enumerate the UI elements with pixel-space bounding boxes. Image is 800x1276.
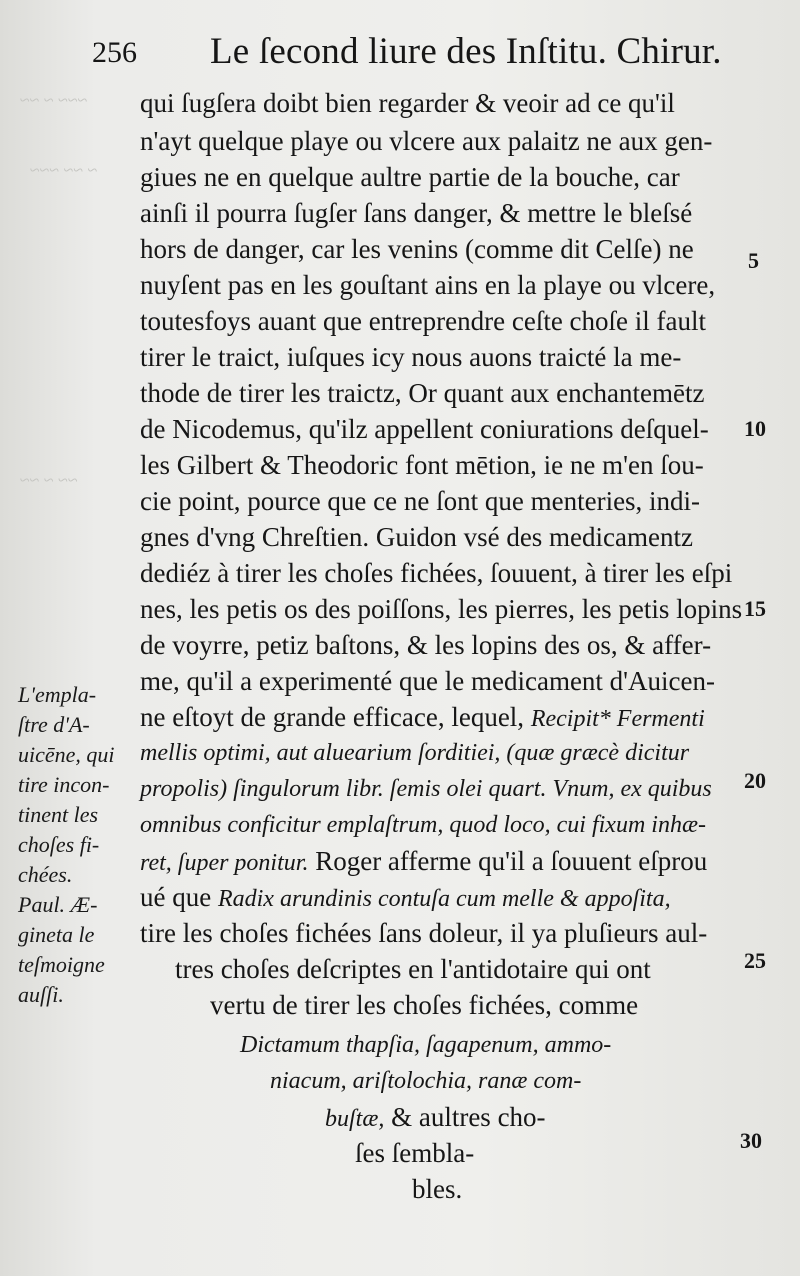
- bleed-through-smudge: ~~~ ~ ~~: [20, 90, 88, 110]
- text-line: hors de danger, car les venins (comme dit Celſe) ne: [140, 234, 694, 264]
- line-number: 15: [744, 596, 766, 621]
- text-line: n'ayt quelque playe ou vlcere aux palaitz ne aux gen-: [140, 126, 713, 156]
- text-line: nes, les petis os des poiſſons, les pierres, les petis lopins: [140, 594, 743, 624]
- text-line-mixed: [325, 1100, 546, 1134]
- roman-text: & aultres cho-: [391, 1102, 546, 1132]
- text-line: cie point, pource que ce ne ſont que menteries, indi-: [140, 486, 701, 516]
- page-header: [0, 30, 800, 74]
- latin-drug-line: Dictamum thapſia, ſagapenum, ammo-: [240, 1032, 612, 1058]
- text-line: toutesfoys auant que entreprendre ceſte choſe il fault: [140, 306, 707, 336]
- margin-note-line: teſmoigne: [18, 952, 105, 977]
- latin-drug-line: niacum, ariſtolochia, ranæ com-: [270, 1068, 582, 1094]
- latin-drug-text: buſtæ,: [325, 1106, 385, 1132]
- margin-note-line: tinent les: [18, 802, 99, 827]
- roman-text: ué que: [140, 882, 212, 912]
- margin-note-line: ſtre d'A-: [18, 712, 90, 737]
- latin-recipe-line: omnibus conficitur emplaſtrum, quod loco, cui fixum inhæ-: [140, 812, 706, 838]
- line-number: 25: [744, 948, 766, 973]
- roman-text: ne eſtoyt de grande efficace, lequel,: [140, 702, 525, 732]
- text-line: tirer le traict, iuſques icy nous auons traicté la me-: [140, 342, 682, 372]
- text-line: tire les choſes fichées ſans doleur, il ya pluſieurs aul-: [140, 918, 708, 948]
- bleed-through-smudge: ~ ~~ ~~~: [30, 160, 98, 180]
- text-line: thode de tirer les traictz, Or quant aux enchantemētz: [140, 378, 705, 408]
- margin-note-line: uicēne, qui: [18, 742, 115, 767]
- latin-recipe-line: mellis optimi, aut aluearium ſorditiei, (quæ græcè dicitur: [140, 740, 690, 766]
- text-line: nuyſent pas en les gouſtant ains en la playe ou vlcere,: [140, 270, 716, 300]
- text-line: ainſi il pourra ſugſer ſans danger, & mettre le bleſsé: [140, 198, 693, 228]
- page-number: 256: [92, 36, 137, 69]
- line-number: 20: [744, 768, 766, 793]
- text-line-mixed: [140, 844, 707, 878]
- bleed-through-smudge: ~~ ~ ~~: [20, 470, 78, 490]
- text-line: dediéz à tirer les choſes fichées, ſouuent, à tirer les eſpi: [140, 558, 733, 588]
- latin-recipe-text: Recipit* Fermenti: [530, 706, 705, 732]
- text-line: bles.: [412, 1174, 463, 1204]
- margin-note-line: chées.: [18, 862, 73, 887]
- margin-note-line: gineta le: [18, 922, 95, 947]
- text-line: les Gilbert & Theodoric font mētion, ie ne m'en ſou-: [140, 450, 704, 480]
- margin-note-line: Paul. Æ-: [18, 892, 98, 917]
- text-line-mixed: [140, 880, 671, 914]
- text-line: gnes d'vng Chreſtien. Guidon vsé des medicamentz: [140, 522, 693, 552]
- margin-note-line: auſſi.: [18, 982, 64, 1007]
- text-line: de Nicodemus, qu'ilz appellent coniurations deſquel-: [140, 414, 709, 444]
- latin-recipe-line: propolis) ſingulorum libr. ſemis olei quart. Vnum, ex quibus: [140, 776, 712, 802]
- text-line: vertu de tirer les choſes fichées, comme: [210, 990, 639, 1020]
- text-line: me, qu'il a experimenté que le medicament d'Auicen-: [140, 666, 716, 696]
- margin-note-line: tire incon-: [18, 772, 110, 797]
- text-line: giues ne en quelque aultre partie de la bouche, car: [140, 162, 680, 192]
- text-line: ſes ſembla-: [355, 1138, 475, 1168]
- text-line: de voyrre, petiz baſtons, & les lopins des os, & affer-: [140, 630, 712, 660]
- text-line: tres choſes deſcriptes en l'antidotaire qui ont: [175, 954, 651, 984]
- running-head: Le ſecond liure des Inſtitu. Chirur.: [210, 31, 722, 72]
- margin-note-line: L'empla-: [18, 682, 97, 707]
- margin-note-line: choſes fi-: [18, 832, 100, 857]
- text-line: qui ſugſera doibt bien regarder & veoir ad ce qu'il: [140, 88, 675, 118]
- roman-text: Roger afferme qu'il a ſouuent eſprou: [315, 846, 708, 876]
- latin-recipe-text: ret, ſuper ponitur.: [140, 850, 309, 876]
- text-line-mixed: [140, 700, 705, 734]
- line-number: 30: [740, 1128, 762, 1153]
- line-number: 10: [744, 416, 766, 441]
- latin-text: Radix arundinis contuſa cum melle & appoſita,: [217, 886, 671, 912]
- line-number: 5: [748, 248, 759, 273]
- marginal-note: [18, 680, 138, 1010]
